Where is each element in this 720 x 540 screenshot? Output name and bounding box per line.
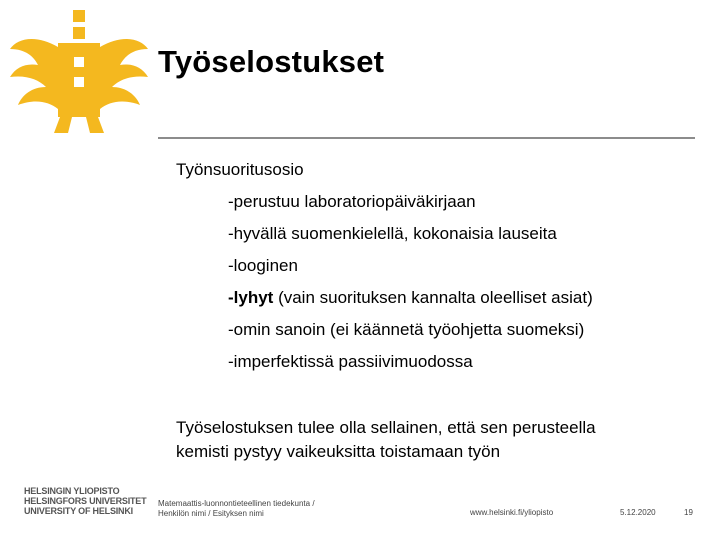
- bullet-item: [228, 256, 298, 276]
- closing-line: Työselostuksen tulee olla sellainen, että sen perusteella: [176, 418, 596, 437]
- bullet-text: -perustuu laboratoriopäiväkirjaan: [228, 192, 476, 211]
- university-name-en: UNIVERSITY OF HELSINKI: [24, 506, 133, 516]
- closing-line: kemisti pystyy vaikeuksitta toistamaan työn: [176, 442, 501, 461]
- section-heading: Työnsuoritusosio: [176, 160, 304, 179]
- presenter-line: Henkilön nimi / Esityksen nimi: [158, 509, 264, 518]
- faculty-line: Matemaattis-luonnontieteellinen tiedekunta /: [158, 499, 315, 508]
- closing-paragraph: [176, 416, 596, 464]
- footer-website: www.helsinki.fi/yliopisto: [470, 508, 554, 517]
- bullet-item: [228, 224, 557, 244]
- bullet-text: (vain suorituksen kannalta oleelliset asiat): [273, 288, 593, 307]
- university-name-fi: HELSINGIN YLIOPISTO: [24, 486, 120, 496]
- university-name-sv: HELSINGFORS UNIVERSITET: [24, 496, 147, 506]
- footer-faculty: [158, 499, 315, 519]
- bullet-text: -hyvällä suomenkielellä, kokonaisia lauseita: [228, 224, 557, 243]
- bullet-text: -looginen: [228, 256, 298, 275]
- title-divider: [158, 137, 695, 139]
- bullet-bold-text: -lyhyt: [228, 288, 274, 307]
- slide-title: Työselostukset: [158, 44, 385, 79]
- footer-university-name: [24, 486, 146, 516]
- bullet-item: [228, 288, 593, 308]
- bullet-text: -imperfektissä passiivimuodossa: [228, 352, 473, 371]
- page-number: 19: [684, 508, 693, 517]
- bullet-item: [228, 192, 476, 212]
- footer-date: 5.12.2020: [620, 508, 656, 517]
- university-flame-logo-icon: [8, 5, 148, 135]
- bullet-text: -omin sanoin (ei käännetä työohjetta suomeksi): [228, 320, 585, 339]
- bullet-item: [228, 352, 473, 372]
- bullet-item: [228, 320, 584, 340]
